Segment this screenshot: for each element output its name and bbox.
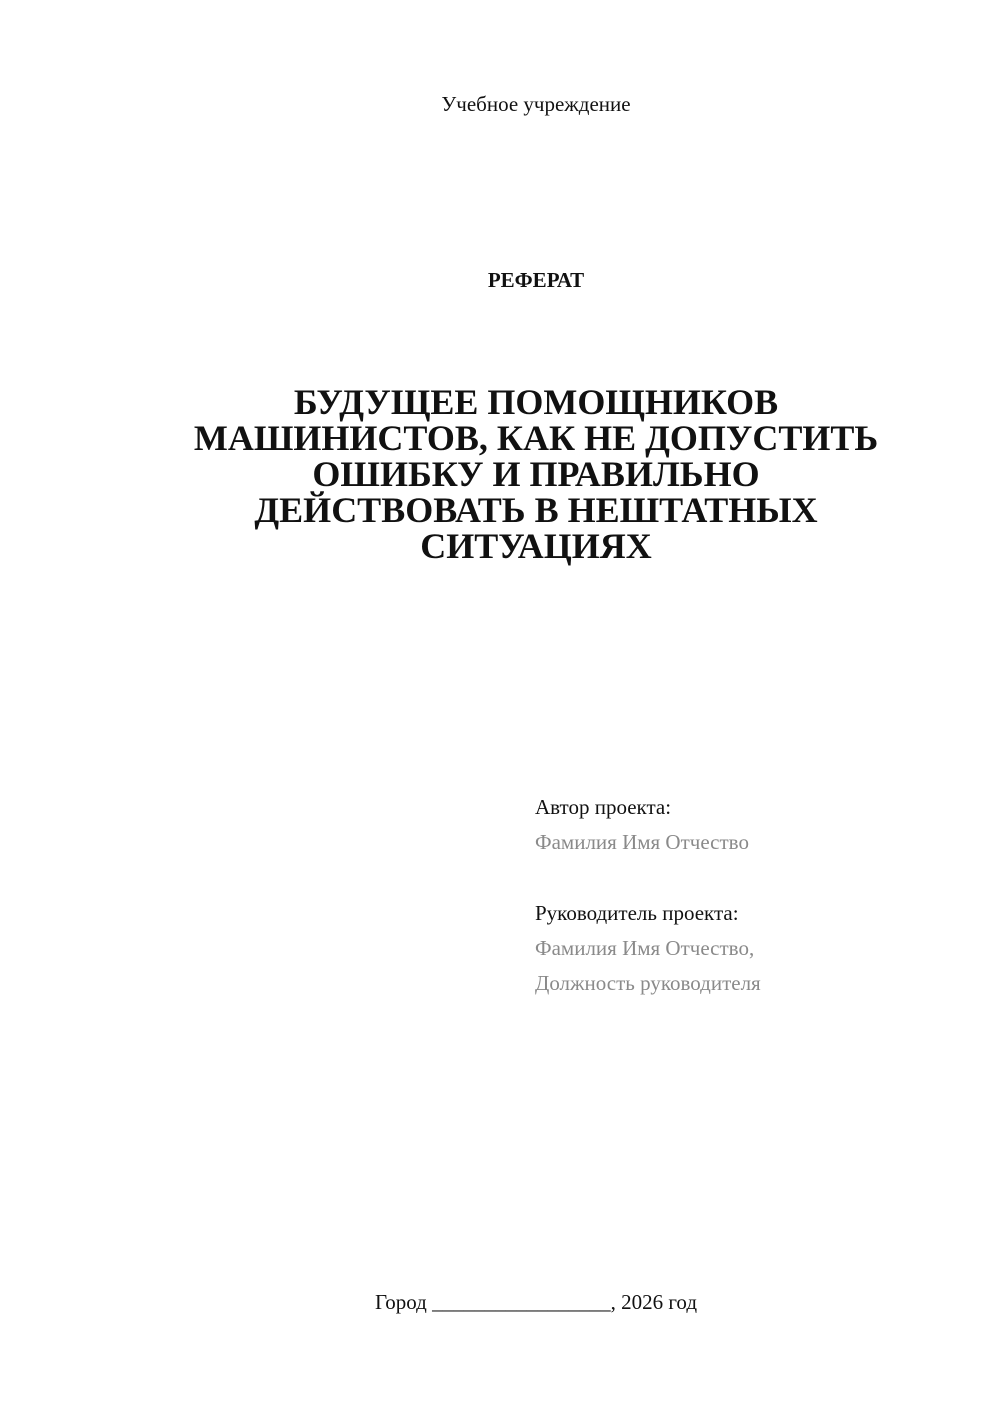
credits-block (535, 790, 975, 1001)
supervisor-position: Должность руководителя (535, 971, 761, 995)
credits-spacer (535, 860, 975, 896)
supervisor-label: Руководитель проекта: (535, 901, 739, 925)
institution-name: Учебное учреждение (441, 92, 631, 116)
author-name: Фамилия Имя Отчество (535, 830, 749, 854)
title-line: СИТУАЦИЯХ (420, 526, 652, 566)
supervisor-name: Фамилия Имя Отчество, (535, 936, 755, 960)
title-line: ОШИБКУ И ПРАВИЛЬНО (312, 454, 760, 494)
document-type: РЕФЕРАТ (487, 268, 585, 292)
document-title (160, 384, 912, 564)
title-line: МАШИНИСТОВ, КАК НЕ ДОПУСТИТЬ (193, 418, 879, 458)
title-line: ДЕЙСТВОВАТЬ В НЕШТАТНЫХ (254, 490, 818, 530)
city-year-line: Город _________________, 2026 год (374, 1290, 698, 1314)
title-line: БУДУЩЕЕ ПОМОЩНИКОВ (293, 382, 779, 422)
author-label: Автор проекта: (535, 795, 672, 819)
